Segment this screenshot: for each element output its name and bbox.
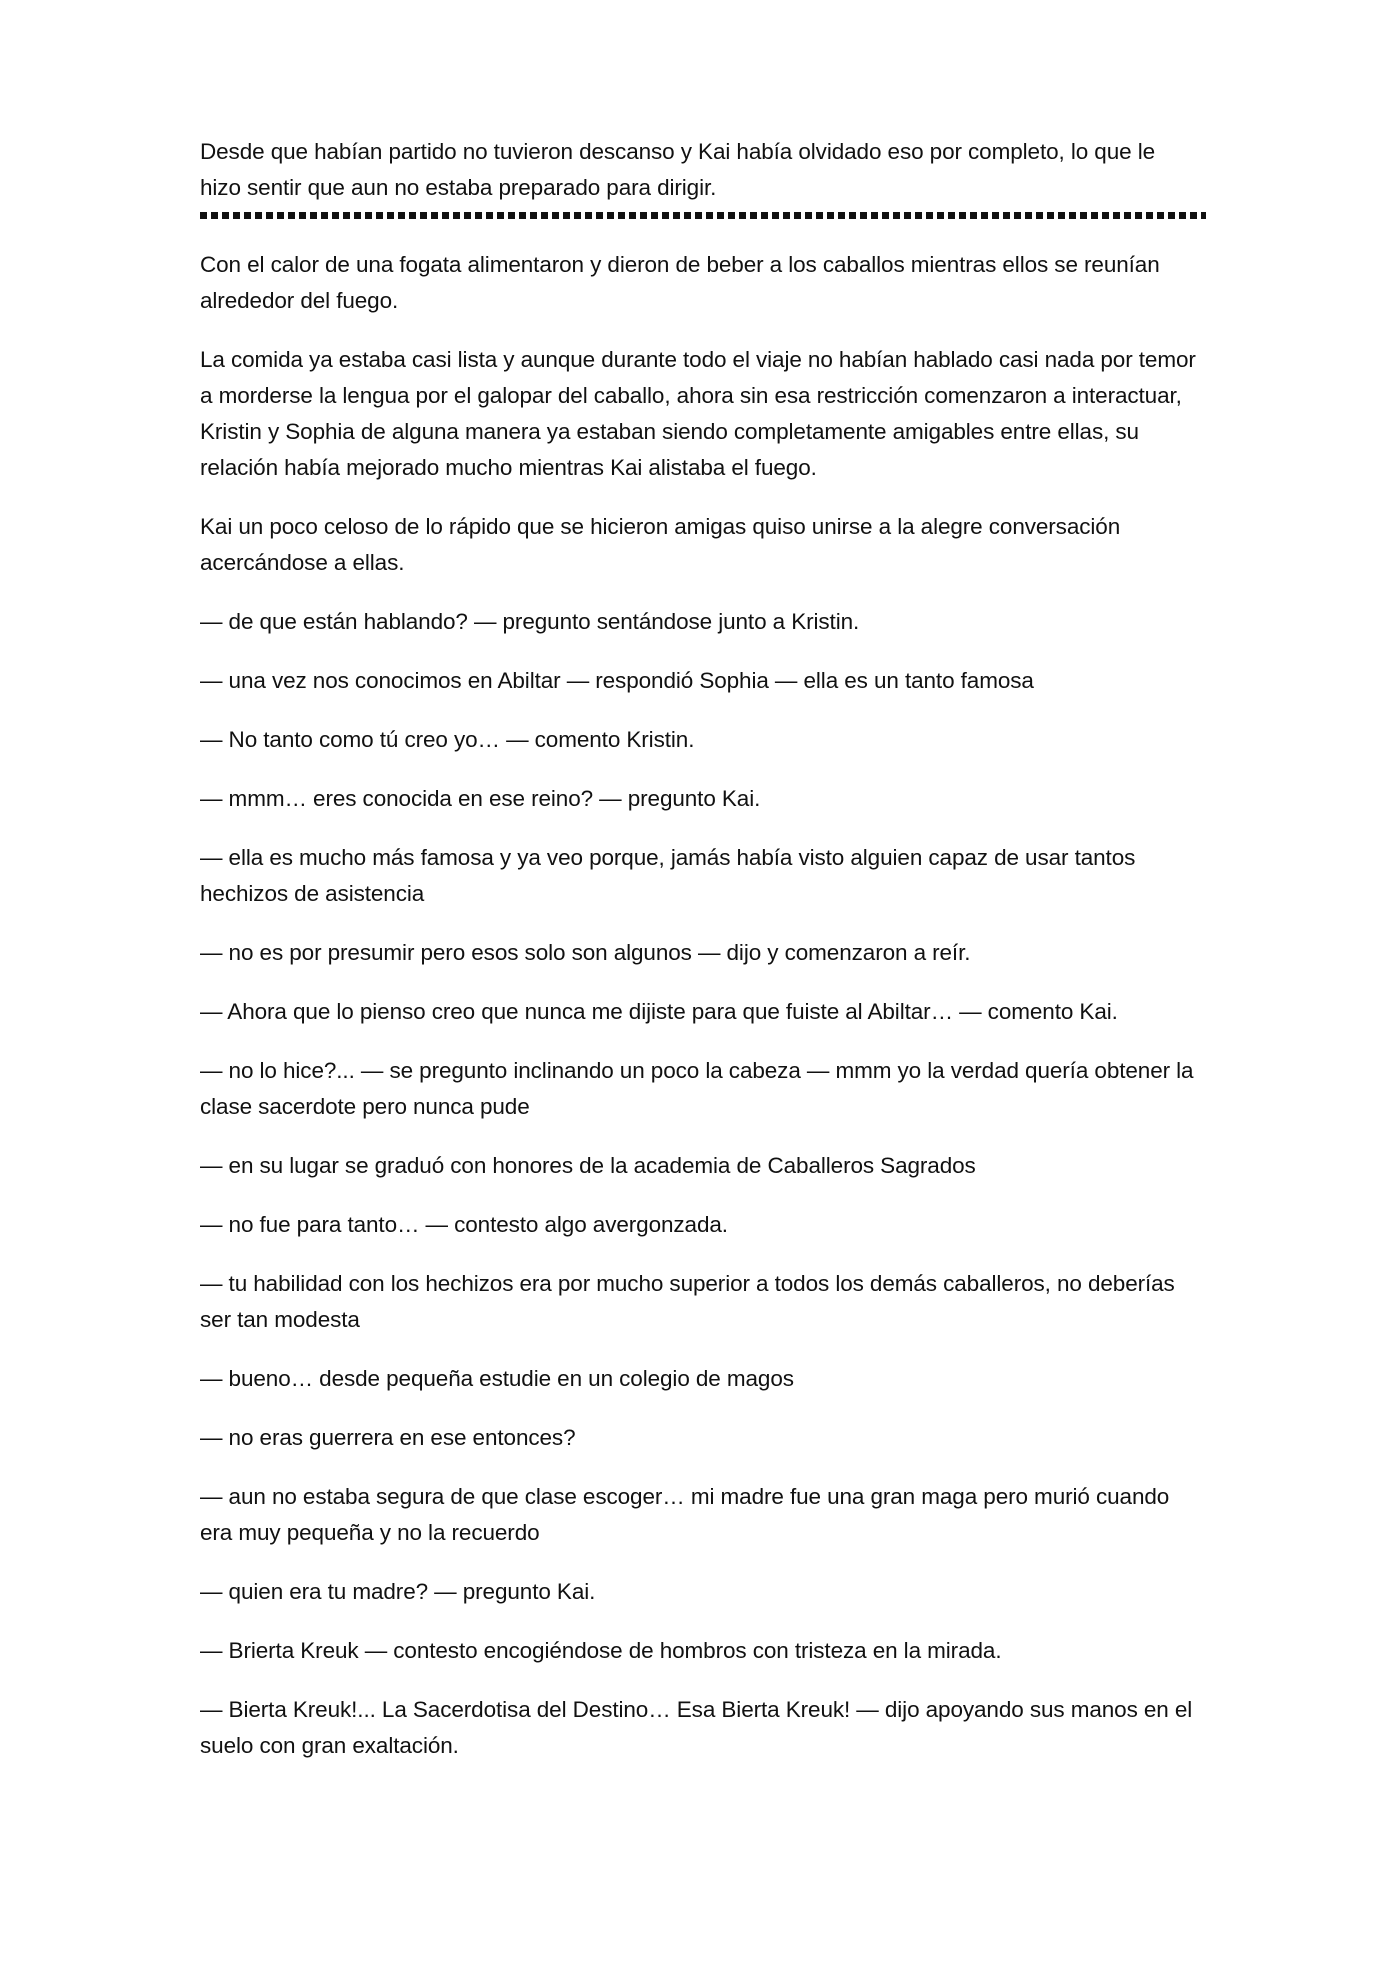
dialogue-line: — no fue para tanto… — contesto algo avergonzada. <box>200 1212 728 1237</box>
dialogue-line: — bueno… desde pequeña estudie en un colegio de magos <box>200 1366 794 1391</box>
dialogue-line: — no eras guerrera en ese entonces? <box>200 1425 576 1450</box>
document-page <box>200 134 1200 1787</box>
dialogue-line: — No tanto como tú creo yo… — comento Kristin. <box>200 727 695 752</box>
section-separator <box>200 212 1206 219</box>
paragraph: Kai un poco celoso de lo rápido que se hicieron amigas quiso unirse a la alegre conversación acercándose a ellas. <box>200 514 1121 575</box>
paragraph: La comida ya estaba casi lista y aunque durante todo el viaje no habían hablado casi nada por temor a morderse la lengua por el galopar del caballo, ahora sin esa restricción comenzaron a interactuar, Kristin y Sophia de alguna manera ya estaban siendo completamente amigables entre ellas, su relación había mejorado mucho mientras Kai alistaba el fuego. <box>200 347 1196 480</box>
opening-paragraph: Desde que habían partido no tuvieron descanso y Kai había olvidado eso por completo, lo que le hizo sentir que aun no estaba preparado para dirigir. <box>200 139 1156 200</box>
dialogue-line: — tu habilidad con los hechizos era por mucho superior a todos los demás caballeros, no deberías ser tan modesta <box>200 1271 1175 1332</box>
dialogue-line: — quien era tu madre? — pregunto Kai. <box>200 1579 596 1604</box>
dialogue-line: — no lo hice?... — se pregunto inclinando un poco la cabeza — mmm yo la verdad quería obtener la clase sacerdote pero nunca pude <box>200 1058 1194 1119</box>
dialogue-line: — mmm… eres conocida en ese reino? — pregunto Kai. <box>200 786 761 811</box>
dialogue-line: — en su lugar se graduó con honores de la academia de Caballeros Sagrados <box>200 1153 976 1178</box>
dialogue-line: — de que están hablando? — pregunto sentándose junto a Kristin. <box>200 609 860 634</box>
dialogue-line: — Brierta Kreuk — contesto encogiéndose de hombros con tristeza en la mirada. <box>200 1638 1002 1663</box>
paragraph: Con el calor de una fogata alimentaron y dieron de beber a los caballos mientras ellos se reunían alrededor del fuego. <box>200 252 1160 313</box>
dialogue-line: — Bierta Kreuk!... La Sacerdotisa del Destino… Esa Bierta Kreuk! — dijo apoyando sus manos en el suelo con gran exaltación. <box>200 1697 1193 1758</box>
dialogue-line: — una vez nos conocimos en Abiltar — respondió Sophia — ella es un tanto famosa <box>200 668 1034 693</box>
dialogue-line: — ella es mucho más famosa y ya veo porque, jamás había visto alguien capaz de usar tantos hechizos de asistencia <box>200 845 1136 906</box>
dialogue-line: — aun no estaba segura de que clase escoger… mi madre fue una gran maga pero murió cuando era muy pequeña y no la recuerdo <box>200 1484 1170 1545</box>
dialogue-line: — no es por presumir pero esos solo son algunos — dijo y comenzaron a reír. <box>200 940 971 965</box>
dialogue-line: — Ahora que lo pienso creo que nunca me dijiste para que fuiste al Abiltar… — comento Kai. <box>200 999 1118 1024</box>
